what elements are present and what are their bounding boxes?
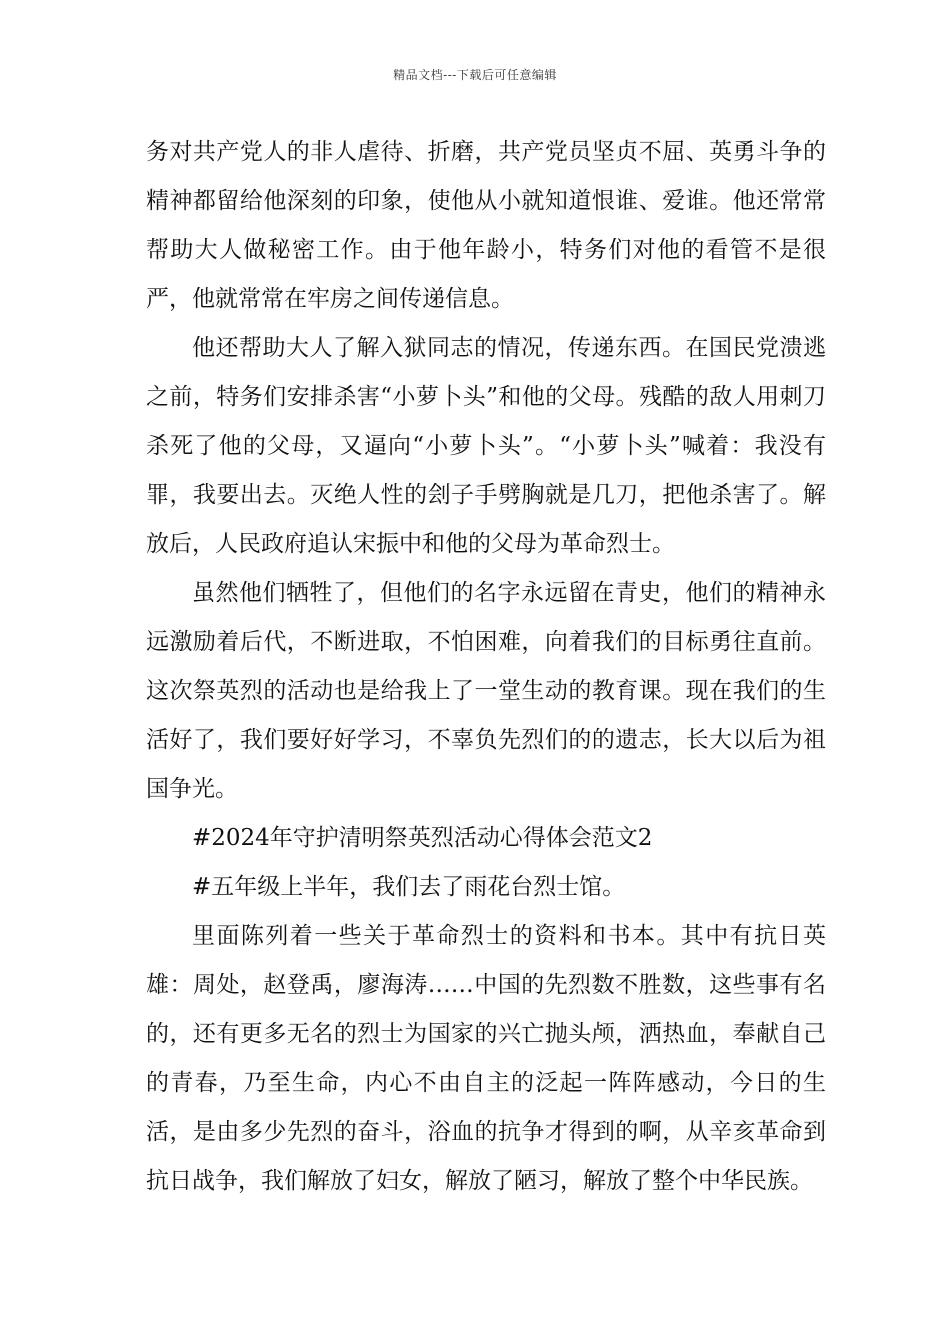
- paragraph: 他还帮助大人了解入狱同志的情况，传递东西。在国民党溃逃之前，特务们安排杀害“小萝卜头”和他的父母。残酷的敌人用刺刀杀死了他的父母，又逼向“小萝卜头”。“小萝卜头”喊着：我没有罪，我要出去。灭绝人性的刽子手劈胸就是几刀，把他杀害了。解放后，人民政府追认宋振中和他的父母为革命烈士。: [146, 335, 826, 557]
- paragraph: 里面陈列着一些关于革命烈士的资料和书本。其中有抗日英雄：周处，赵登禹，廖海涛……中国的先烈数不胜数，这些事有名的，还有更多无名的烈士为国家的兴亡抛头颅，洒热血，奉献自己的青春，乃至生命，内心不由自主的泛起一阵阵感动，今日的生活，是由多少先烈的奋斗，浴血的抗争才得到的啊，从辛亥革命到抗日战争，我们解放了妇女，解放了陋习，解放了整个中华民族。: [146, 923, 826, 1194]
- paragraph: #五年级上半年，我们去了雨花台烈士馆。: [192, 874, 626, 900]
- document-body: [146, 128, 826, 1206]
- paragraph: 虽然他们牺牲了，但他们的名字永远留在青史，他们的精神永远激励着后代，不断进取，不怕困难，向着我们的目标勇往直前。这次祭英烈的活动也是给我上了一堂生动的教育课。现在我们的生活好了，我们要好好学习，不辜负先烈们的的遗志，长大以后为祖国争光。: [146, 580, 826, 802]
- section-heading: #2024年守护清明祭英烈活动心得体会范文2: [192, 825, 653, 851]
- paragraph-continued: 务对共产党人的非人虐待、折磨，共产党员坚贞不屈、英勇斗争的精神都留给他深刻的印象，使他从小就知道恨谁、爱谁。他还常常帮助大人做秘密工作。由于他年龄小，特务们对他的看管不是很严，他就常常在牢房之间传递信息。: [146, 139, 826, 312]
- page-header: 精品文档---下载后可任意编辑: [393, 68, 557, 82]
